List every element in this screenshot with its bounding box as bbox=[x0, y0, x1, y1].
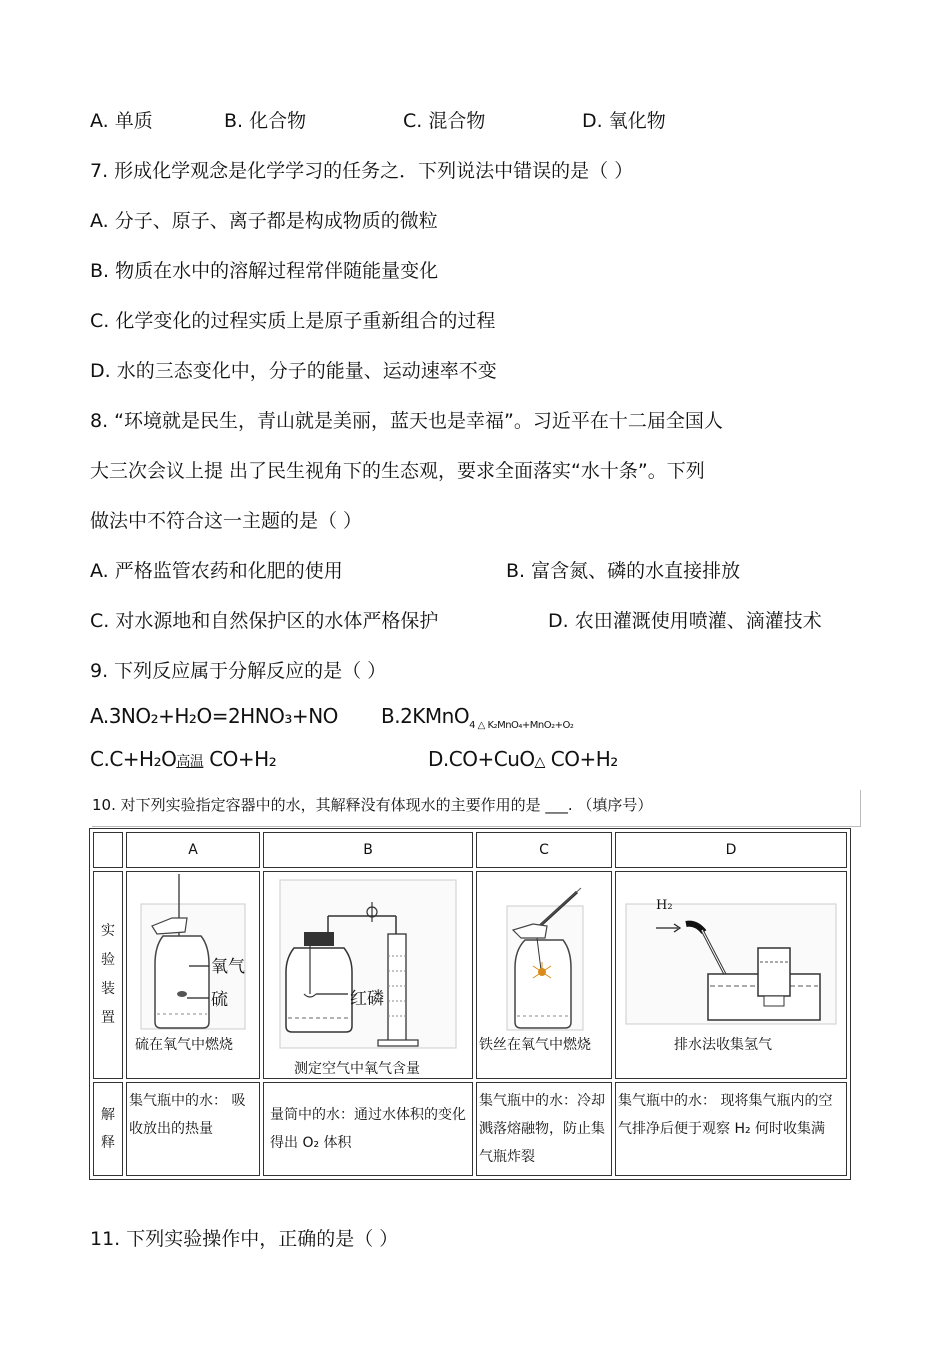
q6-option-c: C. 混合物 bbox=[403, 110, 486, 132]
label-red-phosphorus: 红磷 bbox=[350, 989, 384, 1009]
q10-stem-box bbox=[92, 790, 861, 827]
explanation-row-label-text: 解释 bbox=[101, 1107, 115, 1151]
q9-option-c-main: C.C+H₂O bbox=[90, 747, 177, 771]
q8-option-a: A. 严格监管农药和化肥的使用 bbox=[90, 560, 343, 582]
caption-a: 硫在氧气中燃烧 bbox=[135, 1037, 233, 1053]
cell-apparatus-b bbox=[263, 871, 473, 1079]
q7-option-b: B. 物质在水中的溶解过程常伴随能量变化 bbox=[90, 260, 439, 282]
label-hydrogen: H₂ bbox=[656, 898, 673, 913]
apparatus-row-label-text: 实验装置 bbox=[101, 923, 115, 1026]
cell-apparatus-a bbox=[126, 871, 260, 1079]
header-c: C bbox=[476, 832, 612, 868]
oxygen-measurement-diagram bbox=[264, 876, 472, 1052]
q7-option-a: A. 分子、原子、离子都是构成物质的微粒 bbox=[90, 210, 438, 232]
q9-stem: 9. 下列反应属于分解反应的是（ ） bbox=[90, 660, 387, 682]
q6-option-d: D. 氧化物 bbox=[582, 110, 666, 132]
q9-option-b-rest: 4 △ K₂MnO₄+MnO₂+O₂ bbox=[469, 720, 574, 731]
apparatus-row-label bbox=[93, 871, 123, 1079]
hydrogen-collection-diagram bbox=[616, 874, 848, 1034]
header-d: D bbox=[615, 832, 847, 868]
q7-stem: 7. 形成化学观念是化学学习的任务之．下列说法中错误的是（ ） bbox=[90, 160, 634, 182]
q9-option-c-rest: CO+H₂ bbox=[203, 747, 277, 771]
explanation-c: 集气瓶中的水：冷却溅落熔融物，防止集气瓶炸裂 bbox=[476, 1082, 612, 1176]
q6-option-b: B. 化合物 bbox=[224, 110, 307, 132]
q9-option-d-main: D.CO+CuO bbox=[428, 747, 535, 771]
q8-stem-line3: 做法中不符合这一主题的是（ ） bbox=[90, 510, 363, 532]
explanation-b: 量筒中的水：通过水体积的变化得出 O₂ 体积 bbox=[263, 1082, 473, 1176]
explanation-d: 集气瓶中的水： 现将集气瓶内的空气排净后便于观察 H₂ 何时收集满 bbox=[615, 1082, 847, 1176]
explanation-row bbox=[93, 1082, 847, 1176]
caption-c: 铁丝在氧气中燃烧 bbox=[479, 1037, 591, 1053]
label-sulfur: 硫 bbox=[211, 990, 228, 1010]
label-oxygen: 氧气 bbox=[211, 957, 245, 977]
caption-d: 排水法收集氢气 bbox=[674, 1037, 772, 1053]
q9-option-c-condition: 高温 bbox=[176, 754, 204, 770]
q9-option-a: A.3NO₂+H₂O=2HNO₃+NO bbox=[90, 704, 338, 728]
q9-option-d-condition: △ bbox=[534, 754, 545, 770]
q9-option-c bbox=[90, 747, 276, 771]
q8-option-d: D. 农田灌溉使用喷灌、滴灌技术 bbox=[548, 610, 822, 632]
q7-option-d: D. 水的三态变化中，分子的能量、运动速率不变 bbox=[90, 360, 497, 382]
explanation-row-label bbox=[93, 1082, 123, 1176]
q9-option-b-main: B.2KMnO bbox=[381, 704, 470, 728]
q8-stem-line2: 大三次会议上提 出了民生视角下的生态观，要求全面落实“水十条”。下列 bbox=[90, 460, 705, 482]
iron-wire-burning-diagram bbox=[477, 874, 611, 1034]
q10-experiment-table bbox=[89, 828, 851, 1180]
q7-option-c: C. 化学变化的过程实质上是原子重新组合的过程 bbox=[90, 310, 496, 332]
header-a: A bbox=[126, 832, 260, 868]
q11-stem: 11. 下列实验操作中，正确的是（ ） bbox=[90, 1228, 399, 1250]
cell-apparatus-d bbox=[615, 871, 847, 1079]
apparatus-row bbox=[93, 871, 847, 1079]
q8-option-c: C. 对水源地和自然保护区的水体严格保护 bbox=[90, 610, 439, 632]
header-empty-cell bbox=[93, 832, 123, 868]
header-b: B bbox=[263, 832, 473, 868]
q10-stem: 10. 对下列实验指定容器中的水，其解释没有体现水的主要作用的是 ___. （填序号） bbox=[92, 796, 653, 814]
explanation-a: 集气瓶中的水： 吸收放出的热量 bbox=[126, 1082, 260, 1176]
cell-apparatus-c bbox=[476, 871, 612, 1079]
q9-option-d-rest: CO+H₂ bbox=[544, 747, 618, 771]
q8-stem-line1: 8. “环境就是民生，青山就是美丽，蓝天也是幸福”。习近平在十二届全国人 bbox=[90, 410, 723, 432]
table-header-row bbox=[93, 832, 847, 868]
q9-option-b bbox=[381, 704, 573, 731]
caption-b: 测定空气中氧气含量 bbox=[294, 1061, 420, 1077]
q9-option-d bbox=[428, 747, 618, 771]
q6-option-a: A. 单质 bbox=[90, 110, 153, 132]
q8-option-b: B. 富含氮、磷的水直接排放 bbox=[506, 560, 741, 582]
